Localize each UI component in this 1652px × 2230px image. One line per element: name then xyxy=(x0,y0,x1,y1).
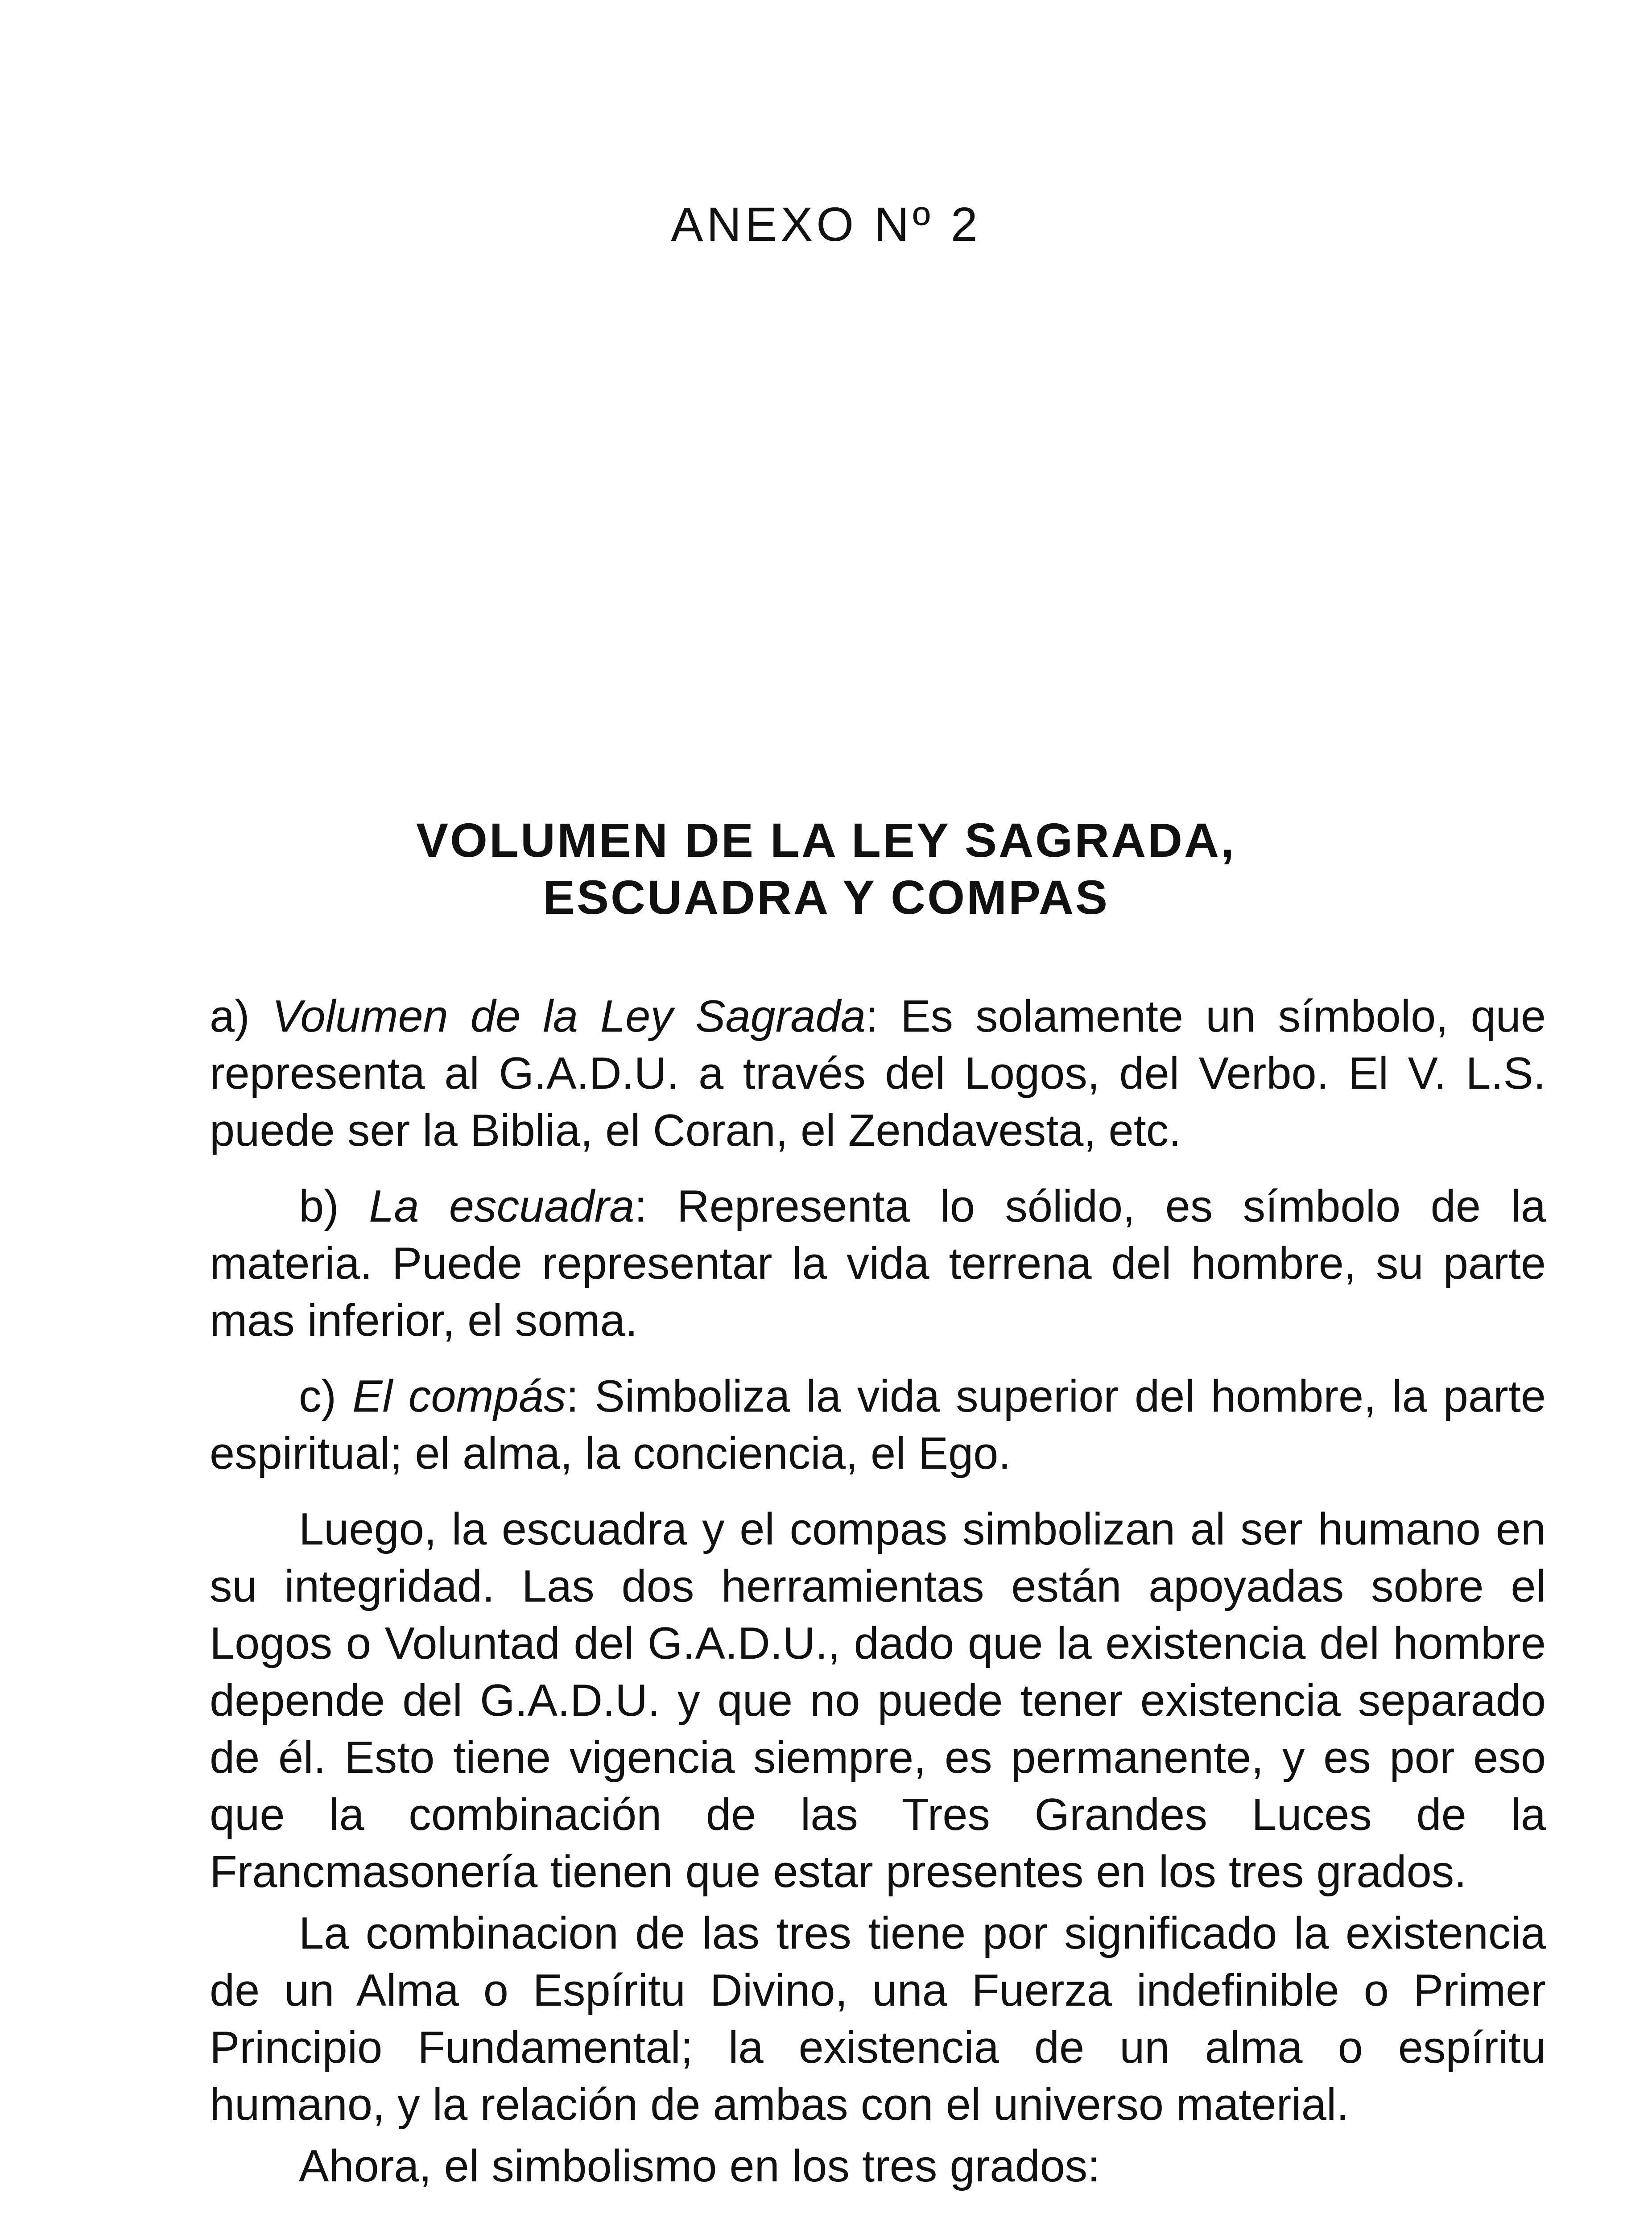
section-title xyxy=(0,812,1652,926)
paragraph: Ahora, el simbolismo en los tres grados: xyxy=(299,2141,1100,2191)
item-term: El compás xyxy=(352,1371,566,1421)
list-item-c xyxy=(210,1368,1546,1482)
item-text: : Simboliza la vida superior del hombre, la parte espiritual; el alma, la conciencia, el Ego. xyxy=(210,1371,1546,1478)
section-title-line-2: ESCUADRA Y COMPAS xyxy=(542,870,1110,924)
body-text xyxy=(210,988,1546,2199)
item-term: La escuadra xyxy=(369,1181,635,1231)
list-item-b xyxy=(210,1178,1546,1349)
item-term: Volumen de la Ley Sagrada xyxy=(272,991,866,1041)
item-marker: a) xyxy=(210,991,250,1041)
item-marker: c) xyxy=(299,1371,337,1421)
item-text: : Es solamente un símbolo, que representa al G.A.D.U. a través del Logos, del Verbo. El V. L.S. puede ser la Biblia, el Coran, el Zendavesta, etc. xyxy=(210,991,1546,1156)
paragraph: Luego, la escuadra y el compas simbolizan al ser humano en su integridad. Las dos herramientas están apoyadas sobre el Logos o Voluntad del G.A.D.U., dado que la existencia del hombre depende del G.A.D.U. y que no puede tener existencia separado de él. Esto tiene vigencia siempre, es permanente, y es por eso que la combinación de las Tres Grandes Luces de la Francmasonería tienen que estar presentes en los tres grados. xyxy=(210,1504,1546,1897)
section-title-line-1: VOLUMEN DE LA LEY SAGRADA, xyxy=(416,813,1236,867)
paragraph: La combinacion de las tres tiene por significado la existencia de un Alma o Espíritu Divino, una Fuerza indefinible o Primer Principio Fundamental; la existencia de un alma o espíritu humano, y la relación de ambas con el universo material. xyxy=(210,1908,1546,2130)
list-item-a xyxy=(210,988,1546,1159)
item-marker: b) xyxy=(299,1181,339,1231)
item-text: : Representa lo sólido, es símbolo de la materia. Puede representar la vida terrena del hombre, su parte mas inferior, el soma. xyxy=(210,1181,1546,1346)
annex-title: ANEXO Nº 2 xyxy=(671,197,981,251)
